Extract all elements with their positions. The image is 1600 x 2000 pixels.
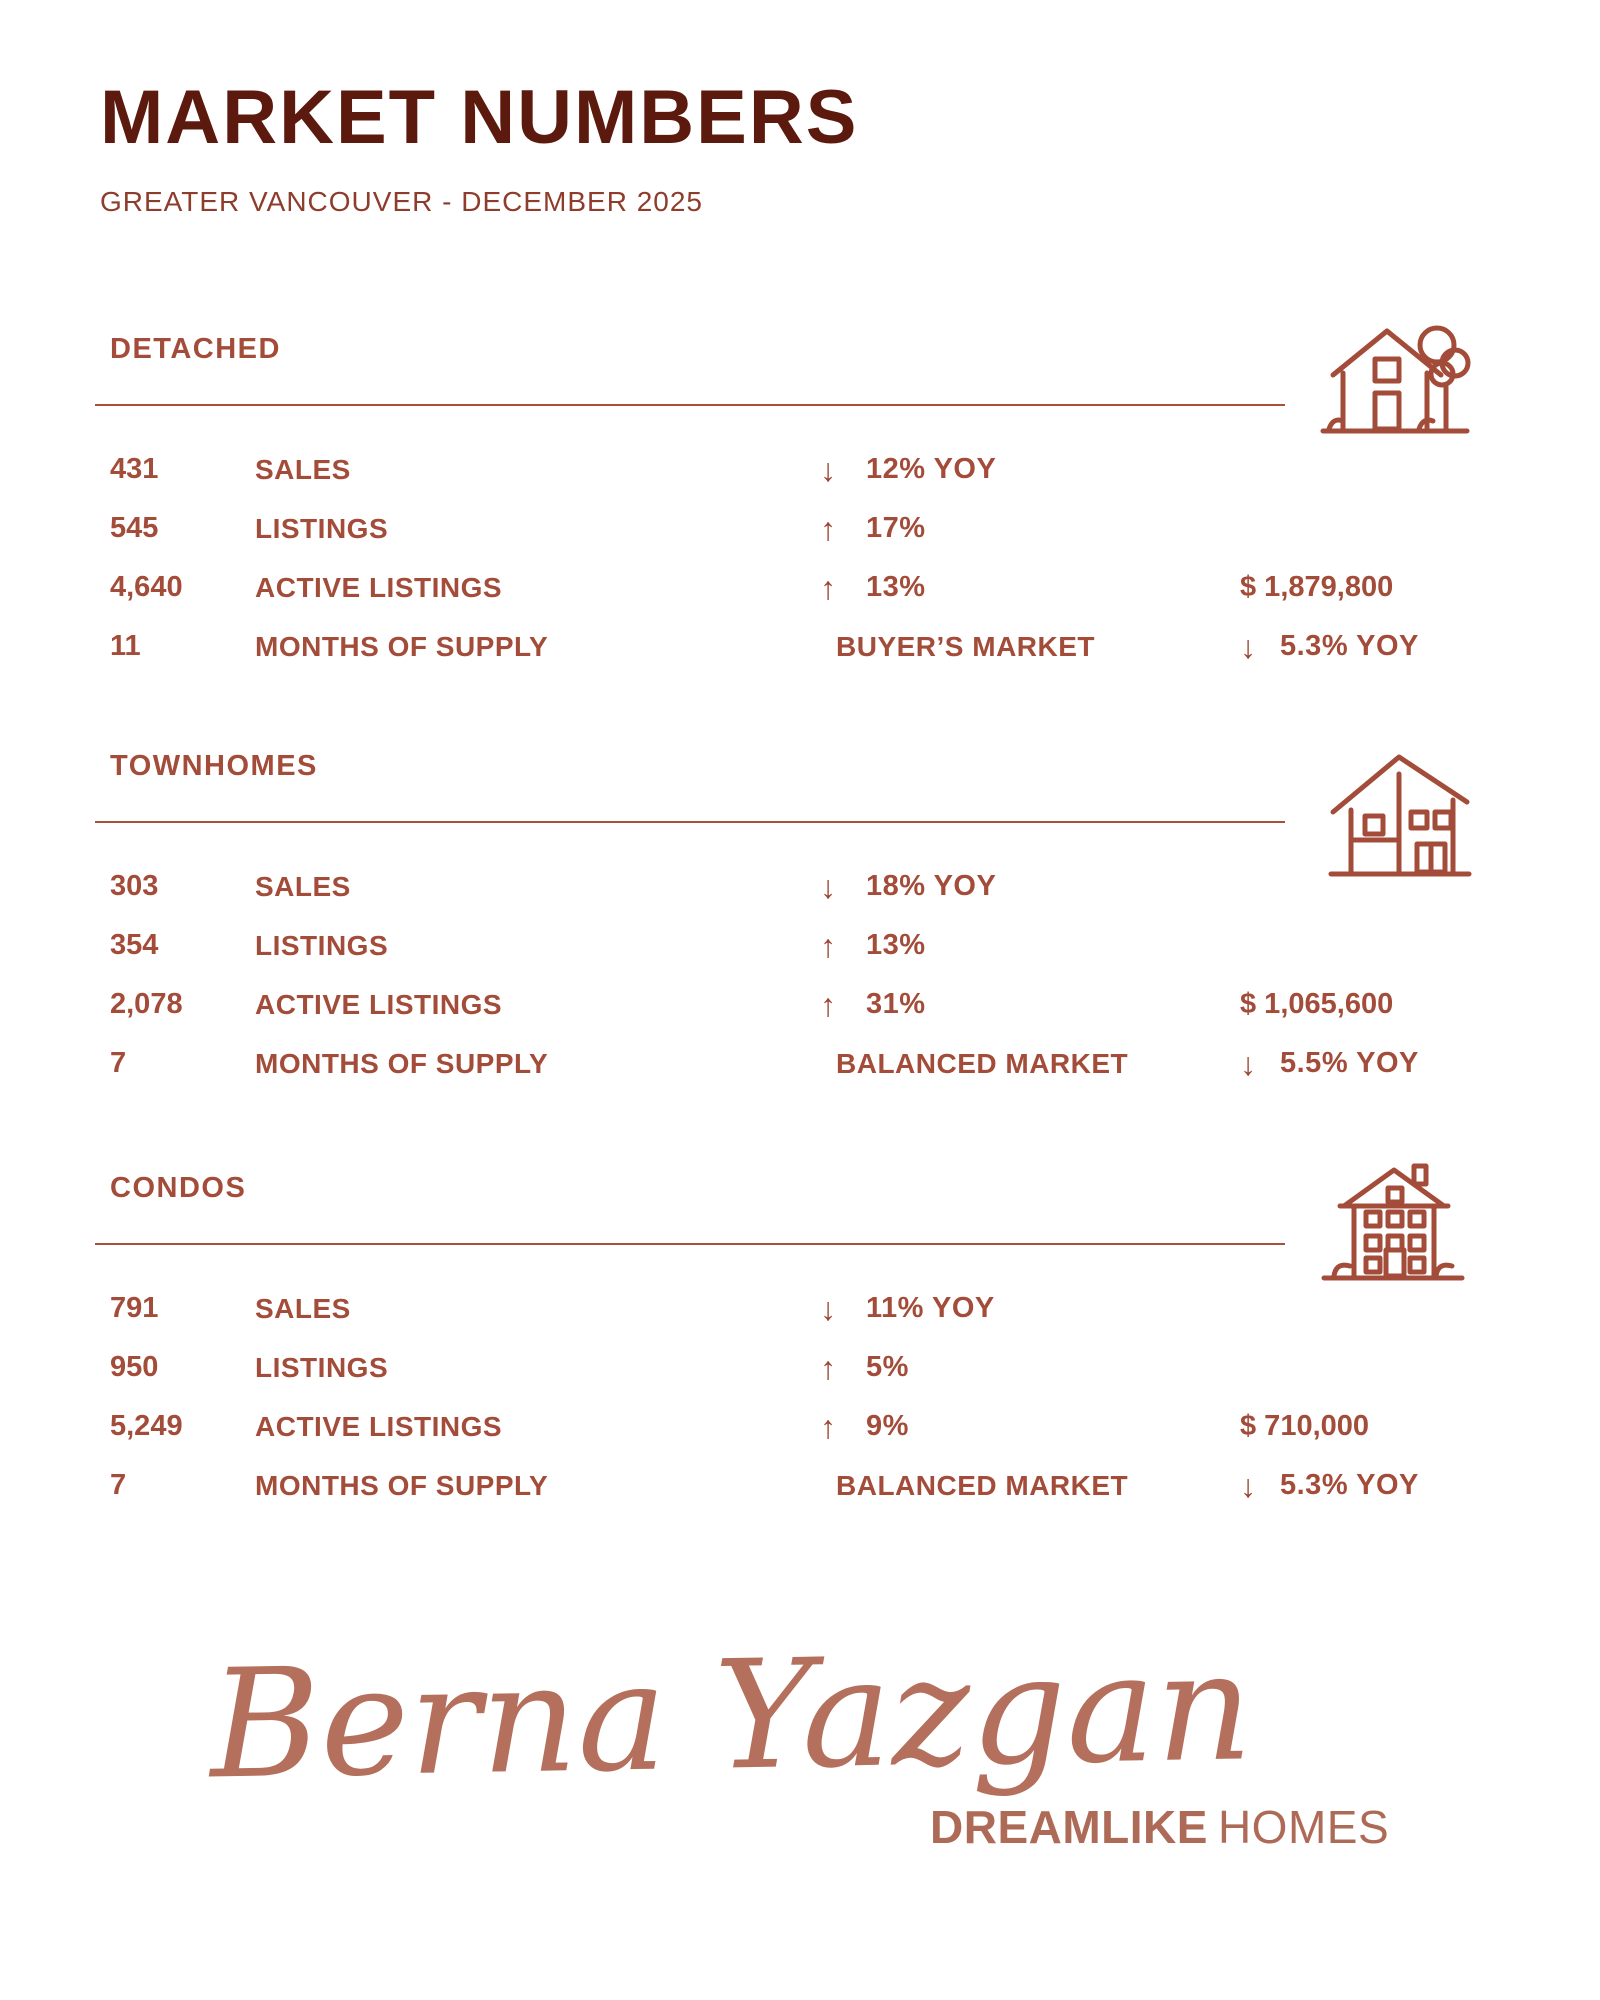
up-arrow-icon: ↑ — [820, 1349, 836, 1386]
market-status — [820, 1470, 1240, 1502]
stat-row — [110, 975, 1510, 1034]
stat-label: SALES — [255, 1292, 351, 1324]
stat-label: ACTIVE LISTINGS — [255, 988, 503, 1020]
stat-change-value: 5% — [866, 1351, 909, 1383]
stat-label: MONTHS OF SUPPLY — [255, 630, 549, 662]
up-arrow-icon: ↑ — [820, 1408, 836, 1445]
price-change-value: 5.3% YOY — [1280, 630, 1419, 662]
stat-value: 303 — [110, 870, 159, 902]
down-arrow-icon: ↓ — [820, 868, 836, 905]
section-detached — [110, 319, 1510, 691]
condo-building-icon — [1310, 1148, 1475, 1288]
stat-row — [110, 440, 1510, 499]
stat-row — [110, 1456, 1510, 1515]
up-arrow-icon: ↑ — [820, 927, 836, 964]
stat-change-value: 18% YOY — [866, 870, 997, 902]
stats-table — [110, 440, 1510, 676]
down-arrow-icon: ↓ — [1240, 1045, 1256, 1082]
stat-label: MONTHS OF SUPPLY — [255, 1047, 549, 1079]
brand-name-bold: DREAMLIKE — [930, 1801, 1208, 1853]
stat-label: LISTINGS — [255, 1351, 389, 1383]
stat-label: ACTIVE LISTINGS — [255, 1410, 503, 1442]
stat-value: 7 — [110, 1047, 127, 1079]
stats-table — [110, 857, 1510, 1093]
stat-change-value: 31% — [866, 988, 926, 1020]
stat-change — [820, 571, 1240, 604]
brand-logo — [930, 1800, 1410, 1854]
page-subtitle: GREATER VANCOUVER - DECEMBER 2025 — [100, 186, 703, 217]
stat-value: 11 — [110, 630, 141, 662]
stat-row — [110, 1279, 1510, 1338]
stat-label: SALES — [255, 453, 351, 485]
agent-signature: Berna Yazgan — [208, 1620, 1254, 1813]
stat-label: LISTINGS — [255, 929, 389, 961]
brand-name-light: HOMES — [1217, 1801, 1390, 1853]
price-change-value: 5.5% YOY — [1280, 1047, 1419, 1079]
stat-value: 791 — [110, 1292, 159, 1324]
section-title: CONDOS — [110, 1172, 247, 1204]
stat-value: 431 — [110, 453, 159, 485]
stat-value: 2,078 — [110, 988, 183, 1020]
stat-change-value: 13% — [866, 571, 926, 603]
section-divider — [95, 821, 1285, 823]
stat-change — [820, 870, 1240, 903]
stat-change — [820, 1351, 1240, 1384]
stat-row — [110, 1397, 1510, 1456]
stat-value: 4,640 — [110, 571, 183, 603]
stat-label: LISTINGS — [255, 512, 389, 544]
down-arrow-icon: ↓ — [820, 1290, 836, 1327]
stat-row — [110, 617, 1510, 676]
page-title: MARKET NUMBERS — [100, 75, 859, 160]
stat-value: 545 — [110, 512, 159, 544]
stat-label: SALES — [255, 870, 351, 902]
stat-change — [820, 512, 1240, 545]
stat-change-value: 17% — [866, 512, 926, 544]
down-arrow-icon: ↓ — [1240, 628, 1256, 665]
stat-row — [110, 857, 1510, 916]
down-arrow-icon: ↓ — [820, 451, 836, 488]
stat-change — [820, 453, 1240, 486]
stat-value: 950 — [110, 1351, 159, 1383]
market-status-label: BUYER’S MARKET — [836, 630, 1096, 662]
up-arrow-icon: ↑ — [820, 986, 836, 1023]
price-change-value: 5.3% YOY — [1280, 1469, 1419, 1501]
section-divider — [95, 404, 1285, 406]
section-townhomes — [110, 736, 1510, 1108]
stat-label: ACTIVE LISTINGS — [255, 571, 503, 603]
price-change — [1240, 1469, 1510, 1502]
down-arrow-icon: ↓ — [1240, 1467, 1256, 1504]
stat-change-value: 12% YOY — [866, 453, 997, 485]
stat-change — [820, 929, 1240, 962]
price-change — [1240, 1047, 1510, 1080]
stats-table — [110, 1279, 1510, 1515]
market-status-label: BALANCED MARKET — [836, 1469, 1129, 1501]
stat-row — [110, 1034, 1510, 1093]
house-with-tree-icon — [1315, 311, 1475, 441]
stat-value: 354 — [110, 929, 159, 961]
up-arrow-icon: ↑ — [820, 510, 836, 547]
stat-label: MONTHS OF SUPPLY — [255, 1469, 549, 1501]
report-header — [100, 75, 859, 218]
market-status — [820, 631, 1240, 663]
stat-change-value: 11% YOY — [866, 1292, 995, 1324]
stat-value: 5,249 — [110, 1410, 183, 1442]
market-status-label: BALANCED MARKET — [836, 1047, 1129, 1079]
section-title: DETACHED — [110, 333, 281, 365]
stat-change — [820, 1292, 1240, 1325]
section-condos — [110, 1158, 1510, 1530]
stat-change — [820, 988, 1240, 1021]
up-arrow-icon: ↑ — [820, 569, 836, 606]
benchmark-price: $ 1,879,800 — [1240, 571, 1394, 603]
stat-row — [110, 1338, 1510, 1397]
section-title: TOWNHOMES — [110, 750, 318, 782]
stat-row — [110, 499, 1510, 558]
stat-value: 7 — [110, 1469, 127, 1501]
stat-change — [820, 1410, 1240, 1443]
stat-change-value: 13% — [866, 929, 926, 961]
section-divider — [95, 1243, 1285, 1245]
benchmark-price: $ 710,000 — [1240, 1410, 1370, 1442]
price-change — [1240, 630, 1510, 663]
market-status — [820, 1048, 1240, 1080]
stat-row — [110, 916, 1510, 975]
stat-row — [110, 558, 1510, 617]
stat-change-value: 9% — [866, 1410, 909, 1442]
benchmark-price: $ 1,065,600 — [1240, 988, 1394, 1020]
